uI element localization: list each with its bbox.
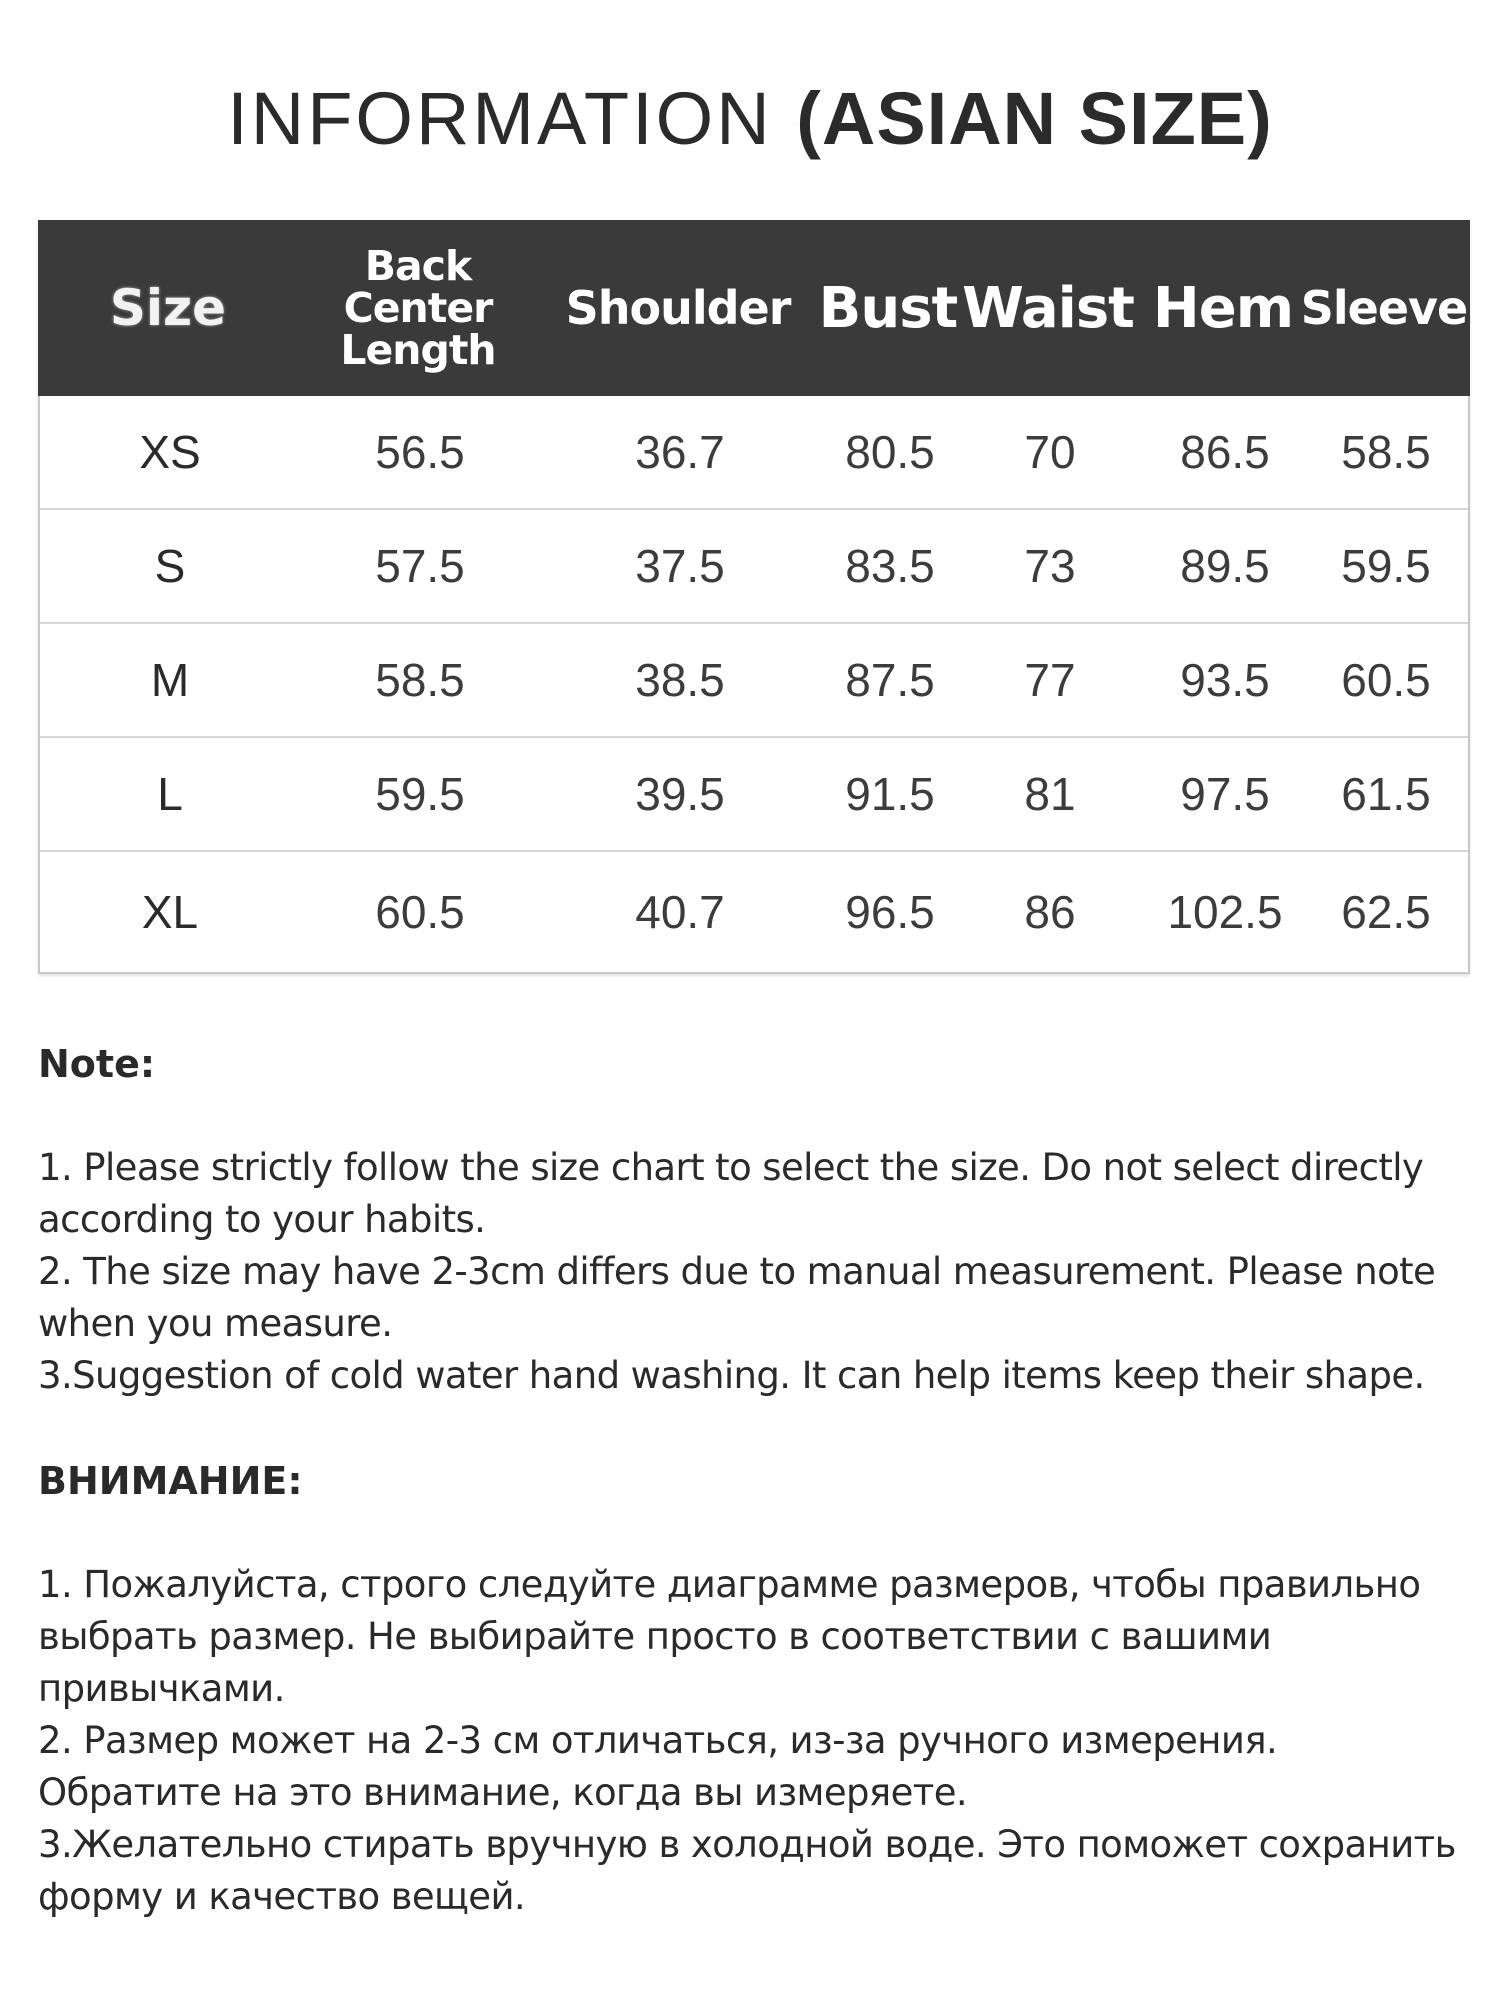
cell-back-center-length: 60.5 xyxy=(375,886,465,938)
cell-sleeve: 62.5 xyxy=(1341,886,1431,938)
cell-back-center-length: 59.5 xyxy=(375,768,465,820)
note-body xyxy=(38,1142,1468,1402)
cell-size: L xyxy=(157,768,183,820)
cell-size: S xyxy=(154,540,186,592)
cell-shoulder: 36.7 xyxy=(635,426,725,478)
table-header xyxy=(38,220,1470,396)
note-heading: Note: xyxy=(38,1042,156,1086)
cell-sleeve: 58.5 xyxy=(1341,426,1431,478)
cell-sleeve: 60.5 xyxy=(1341,654,1431,706)
header-shoulder: Shoulder xyxy=(565,281,791,335)
cell-sleeve: 61.5 xyxy=(1341,768,1431,820)
cell-back-center-length: 57.5 xyxy=(375,540,465,592)
note-line: 1. Пожалуйста, строго следуйте диаграмме размеров, чтобы правильно xyxy=(38,1563,1421,1606)
cell-waist: 77 xyxy=(1024,654,1076,706)
note-body xyxy=(38,1559,1468,1923)
cell-size: M xyxy=(150,654,190,706)
header-size: Size xyxy=(109,279,227,337)
cell-sleeve: 59.5 xyxy=(1341,540,1431,592)
note-line: when you measure. xyxy=(38,1302,393,1345)
cell-shoulder: 38.5 xyxy=(635,654,725,706)
header-back-center-length-line1: Back Center xyxy=(343,242,493,332)
note-line: 2. The size may have 2-3cm differs due to manual measurement. Please note xyxy=(38,1250,1436,1293)
cell-hem: 89.5 xyxy=(1180,540,1270,592)
table-row xyxy=(40,738,1468,852)
table-row xyxy=(40,624,1468,738)
cell-waist: 70 xyxy=(1024,426,1076,478)
note-english xyxy=(38,1038,1468,1402)
table-row xyxy=(40,396,1468,510)
cell-back-center-length: 56.5 xyxy=(375,426,465,478)
note-line: according to your habits. xyxy=(38,1198,486,1241)
cell-hem: 93.5 xyxy=(1180,654,1270,706)
cell-shoulder: 39.5 xyxy=(635,768,725,820)
table-row xyxy=(40,852,1468,972)
page-title xyxy=(0,74,1500,164)
cell-bust: 83.5 xyxy=(845,540,935,592)
cell-bust: 91.5 xyxy=(845,768,935,820)
cell-size: XL xyxy=(141,886,199,938)
cell-bust: 96.5 xyxy=(845,886,935,938)
cell-bust: 80.5 xyxy=(845,426,935,478)
cell-waist: 86 xyxy=(1024,886,1076,938)
cell-hem: 86.5 xyxy=(1180,426,1270,478)
note-line: 3.Suggestion of cold water hand washing. It can help items keep their shape. xyxy=(38,1354,1425,1397)
cell-shoulder: 40.7 xyxy=(635,886,725,938)
cell-size: XS xyxy=(139,426,201,478)
header-back-center-length-line2: Length xyxy=(340,326,496,374)
note-russian xyxy=(38,1455,1468,1923)
cell-waist: 73 xyxy=(1024,540,1076,592)
note-line: форму и качество вещей. xyxy=(38,1875,526,1918)
note-line: 2. Размер может на 2-3 см отличаться, из-за ручного измерения. xyxy=(38,1719,1278,1762)
cell-bust: 87.5 xyxy=(845,654,935,706)
note-line: Обратите на это внимание, когда вы измеряете. xyxy=(38,1771,968,1814)
title-main: INFORMATION xyxy=(227,77,797,160)
header-bust: Bust xyxy=(818,275,958,341)
cell-shoulder: 37.5 xyxy=(635,540,725,592)
note-line: 3.Желательно стирать вручную в холодной воде. Это поможет сохранить xyxy=(38,1823,1456,1866)
header-waist: Waist xyxy=(962,275,1134,341)
header-hem: Hem xyxy=(1152,275,1294,341)
size-table xyxy=(38,220,1470,974)
note-line: привычками. xyxy=(38,1667,285,1710)
note-line: выбрать размер. Не выбирайте просто в соответствии с вашими xyxy=(38,1615,1272,1658)
title-asian-size: (ASIAN SIZE) xyxy=(796,77,1273,160)
cell-back-center-length: 58.5 xyxy=(375,654,465,706)
cell-waist: 81 xyxy=(1024,768,1076,820)
cell-hem: 102.5 xyxy=(1167,886,1283,938)
cell-hem: 97.5 xyxy=(1180,768,1270,820)
header-back-center-length xyxy=(288,220,548,396)
note-heading: ВНИМАНИЕ: xyxy=(38,1459,303,1503)
table-row xyxy=(40,510,1468,624)
note-line: 1. Please strictly follow the size chart to select the size. Do not select directly xyxy=(38,1146,1424,1189)
header-sleeve: Sleeve xyxy=(1300,281,1468,335)
